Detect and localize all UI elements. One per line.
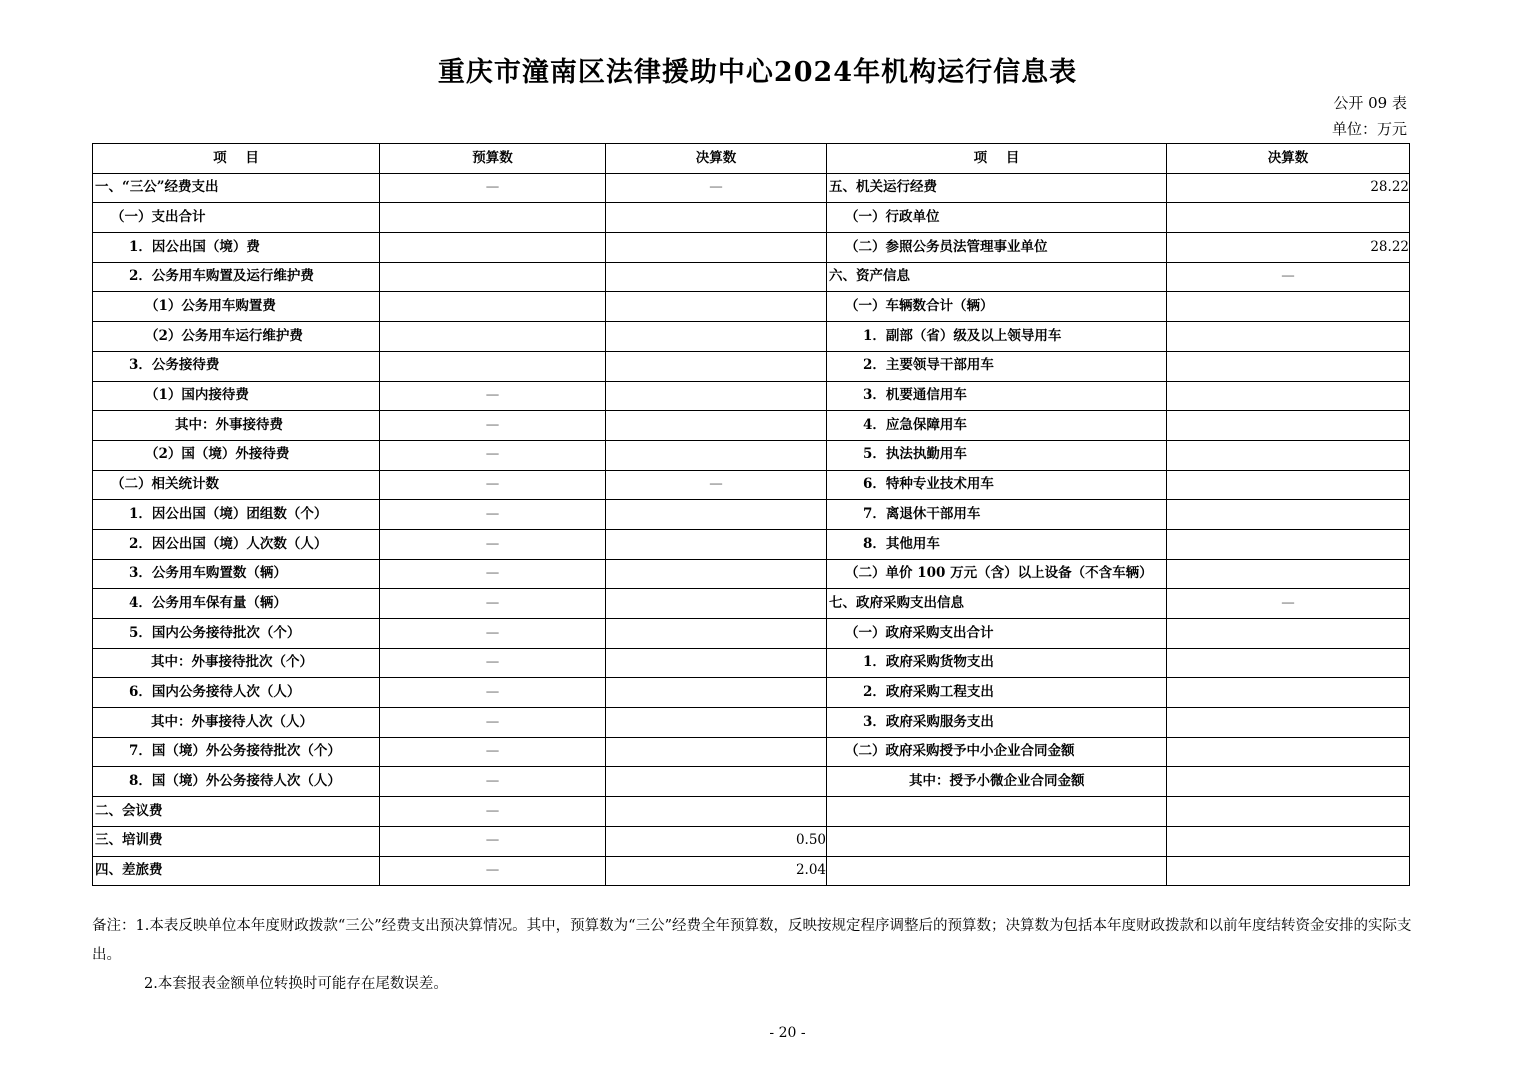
header-right-item: 项 目 xyxy=(827,144,1167,174)
final-right-cell xyxy=(1167,529,1410,559)
right-item-cell: 3．政府采购服务支出 xyxy=(827,708,1167,738)
final-right-cell xyxy=(1167,411,1410,441)
final-right-cell xyxy=(1167,322,1410,352)
budget-cell xyxy=(380,233,606,263)
table-row xyxy=(93,767,1410,797)
right-item-cell: 五、机关运行经费 xyxy=(827,173,1167,203)
final-right-cell xyxy=(1167,559,1410,589)
budget-cell: — xyxy=(380,440,606,470)
right-item-cell: 六、资产信息 xyxy=(827,262,1167,292)
table-row xyxy=(93,737,1410,767)
left-item-cell: （2）公务用车运行维护费 xyxy=(93,322,380,352)
table-row xyxy=(93,589,1410,619)
left-item-cell: （一）支出合计 xyxy=(93,203,380,233)
table-row xyxy=(93,648,1410,678)
budget-cell: — xyxy=(380,737,606,767)
budget-cell: — xyxy=(380,381,606,411)
unit-label: 单位：万元 xyxy=(1331,120,1407,138)
final-left-cell xyxy=(606,262,827,292)
final-right-cell: — xyxy=(1167,262,1410,292)
table-row xyxy=(93,411,1410,441)
table-row xyxy=(93,619,1410,649)
table-row xyxy=(93,351,1410,381)
budget-cell xyxy=(380,262,606,292)
final-right-cell xyxy=(1167,856,1410,886)
table-row xyxy=(93,292,1410,322)
budget-cell: — xyxy=(380,619,606,649)
budget-cell xyxy=(380,322,606,352)
right-item-cell: （一）行政单位 xyxy=(827,203,1167,233)
table-row xyxy=(93,233,1410,263)
final-left-cell xyxy=(606,203,827,233)
left-item-cell: 其中：外事接待费 xyxy=(93,411,380,441)
final-left-cell: — xyxy=(606,470,827,500)
final-left-cell xyxy=(606,678,827,708)
final-left-cell xyxy=(606,767,827,797)
right-item-cell xyxy=(827,797,1167,827)
table-row xyxy=(93,856,1410,886)
final-right-cell xyxy=(1167,708,1410,738)
right-item-cell: 2．主要领导干部用车 xyxy=(827,351,1167,381)
right-item-cell: （二）政府采购授予中小企业合同金额 xyxy=(827,737,1167,767)
table-row xyxy=(93,826,1410,856)
final-left-cell xyxy=(606,737,827,767)
right-item-cell: （二）参照公务员法管理事业单位 xyxy=(827,233,1167,263)
left-item-cell: 2．公务用车购置及运行维护费 xyxy=(93,262,380,292)
final-right-cell xyxy=(1167,826,1410,856)
notes-section xyxy=(92,912,1412,999)
left-item-cell: 5．国内公务接待批次（个） xyxy=(93,619,380,649)
document-title: 重庆市潼南区法律援助中心2024年机构运行信息表 xyxy=(437,57,1078,88)
final-left-cell: 2.04 xyxy=(606,856,827,886)
budget-cell: — xyxy=(380,470,606,500)
final-right-cell xyxy=(1167,470,1410,500)
budget-cell: — xyxy=(380,708,606,738)
right-item-cell: 5．执法执勤用车 xyxy=(827,440,1167,470)
final-left-cell xyxy=(606,559,827,589)
table-row xyxy=(93,500,1410,530)
page-number: - 20 - xyxy=(769,1025,806,1041)
final-left-cell xyxy=(606,292,827,322)
left-item-cell: （1）公务用车购置费 xyxy=(93,292,380,322)
table-row xyxy=(93,470,1410,500)
table-row xyxy=(93,440,1410,470)
right-item-cell: 6．特种专业技术用车 xyxy=(827,470,1167,500)
final-right-cell xyxy=(1167,678,1410,708)
note-1: 备注：1.本表反映单位本年度财政拨款“三公”经费支出预决算情况。其中，预算数为“三公”经费全年预算数，反映按规定程序调整后的预算数；决算数为包括本年度财政拨款和以前年度结转资金安排的实际支出。 xyxy=(92,918,1412,963)
final-left-cell xyxy=(606,440,827,470)
final-left-cell xyxy=(606,381,827,411)
right-item-cell: 3．机要通信用车 xyxy=(827,381,1167,411)
final-left-cell xyxy=(606,619,827,649)
final-left-cell xyxy=(606,648,827,678)
left-item-cell: 7．国（境）外公务接待批次（个） xyxy=(93,737,380,767)
right-item-cell xyxy=(827,826,1167,856)
final-right-cell xyxy=(1167,500,1410,530)
table-row xyxy=(93,203,1410,233)
right-item-cell: （二）单价 100 万元（含）以上设备（不含车辆） xyxy=(827,559,1167,589)
budget-cell: — xyxy=(380,589,606,619)
left-item-cell: 三、培训费 xyxy=(93,826,380,856)
left-item-cell: 8．国（境）外公务接待人次（人） xyxy=(93,767,380,797)
final-left-cell xyxy=(606,589,827,619)
final-right-cell xyxy=(1167,381,1410,411)
header-final-right: 决算数 xyxy=(1167,144,1410,174)
form-number: 公开 09 表 xyxy=(1333,94,1407,112)
right-item-cell: 七、政府采购支出信息 xyxy=(827,589,1167,619)
right-item-cell: 4．应急保障用车 xyxy=(827,411,1167,441)
budget-cell xyxy=(380,292,606,322)
final-right-cell xyxy=(1167,440,1410,470)
operation-info-table xyxy=(92,143,1410,886)
left-item-cell: 其中：外事接待人次（人） xyxy=(93,708,380,738)
table-row xyxy=(93,708,1410,738)
budget-cell xyxy=(380,203,606,233)
table-row xyxy=(93,559,1410,589)
final-right-cell: 28.22 xyxy=(1167,173,1410,203)
budget-cell: — xyxy=(380,559,606,589)
final-left-cell xyxy=(606,411,827,441)
final-left-cell: 0.50 xyxy=(606,826,827,856)
right-item-cell: 1．政府采购货物支出 xyxy=(827,648,1167,678)
table-row xyxy=(93,322,1410,352)
budget-cell: — xyxy=(380,797,606,827)
budget-cell: — xyxy=(380,648,606,678)
table-row xyxy=(93,381,1410,411)
left-item-cell: 其中：外事接待批次（个） xyxy=(93,648,380,678)
table-row xyxy=(93,678,1410,708)
final-right-cell xyxy=(1167,619,1410,649)
budget-cell xyxy=(380,351,606,381)
left-item-cell: 1．因公出国（境）费 xyxy=(93,233,380,263)
left-item-cell: （1）国内接待费 xyxy=(93,381,380,411)
left-item-cell: 一、“三公”经费支出 xyxy=(93,173,380,203)
final-right-cell xyxy=(1167,767,1410,797)
table-row xyxy=(93,797,1410,827)
final-left-cell xyxy=(606,322,827,352)
left-item-cell: 1．因公出国（境）团组数（个） xyxy=(93,500,380,530)
left-item-cell: （二）相关统计数 xyxy=(93,470,380,500)
final-right-cell xyxy=(1167,292,1410,322)
header-left-item: 项 目 xyxy=(93,144,380,174)
final-right-cell xyxy=(1167,797,1410,827)
table-header-row xyxy=(93,144,1410,174)
final-right-cell: — xyxy=(1167,589,1410,619)
final-left-cell xyxy=(606,797,827,827)
right-item-cell: 其中：授予小微企业合同金额 xyxy=(827,767,1167,797)
final-right-cell xyxy=(1167,203,1410,233)
budget-cell: — xyxy=(380,826,606,856)
right-item-cell: （一）车辆数合计（辆） xyxy=(827,292,1167,322)
budget-cell: — xyxy=(380,678,606,708)
right-item-cell: 8．其他用车 xyxy=(827,529,1167,559)
budget-cell: — xyxy=(380,856,606,886)
table-row xyxy=(93,173,1410,203)
budget-cell: — xyxy=(380,500,606,530)
right-item-cell: 7．离退休干部用车 xyxy=(827,500,1167,530)
budget-cell: — xyxy=(380,411,606,441)
header-budget: 预算数 xyxy=(380,144,606,174)
right-item-cell: 2．政府采购工程支出 xyxy=(827,678,1167,708)
final-right-cell xyxy=(1167,737,1410,767)
left-item-cell: 4．公务用车保有量（辆） xyxy=(93,589,380,619)
final-left-cell xyxy=(606,708,827,738)
right-item-cell xyxy=(827,856,1167,886)
table-row xyxy=(93,262,1410,292)
budget-cell: — xyxy=(380,173,606,203)
right-item-cell: 1．副部（省）级及以上领导用车 xyxy=(827,322,1167,352)
left-item-cell: 3．公务接待费 xyxy=(93,351,380,381)
final-left-cell xyxy=(606,529,827,559)
header-final-left: 决算数 xyxy=(606,144,827,174)
left-item-cell: 2．因公出国（境）人次数（人） xyxy=(93,529,380,559)
left-item-cell: 3．公务用车购置数（辆） xyxy=(93,559,380,589)
final-left-cell: — xyxy=(606,173,827,203)
final-right-cell: 28.22 xyxy=(1167,233,1410,263)
left-item-cell: 四、差旅费 xyxy=(93,856,380,886)
final-left-cell xyxy=(606,500,827,530)
final-left-cell xyxy=(606,233,827,263)
final-right-cell xyxy=(1167,351,1410,381)
budget-cell: — xyxy=(380,767,606,797)
table-row xyxy=(93,529,1410,559)
right-item-cell: （一）政府采购支出合计 xyxy=(827,619,1167,649)
budget-cell: — xyxy=(380,529,606,559)
final-right-cell xyxy=(1167,648,1410,678)
left-item-cell: 二、会议费 xyxy=(93,797,380,827)
left-item-cell: 6．国内公务接待人次（人） xyxy=(93,678,380,708)
left-item-cell: （2）国（境）外接待费 xyxy=(93,440,380,470)
final-left-cell xyxy=(606,351,827,381)
note-2: 2.本套报表金额单位转换时可能存在尾数误差。 xyxy=(144,976,448,992)
